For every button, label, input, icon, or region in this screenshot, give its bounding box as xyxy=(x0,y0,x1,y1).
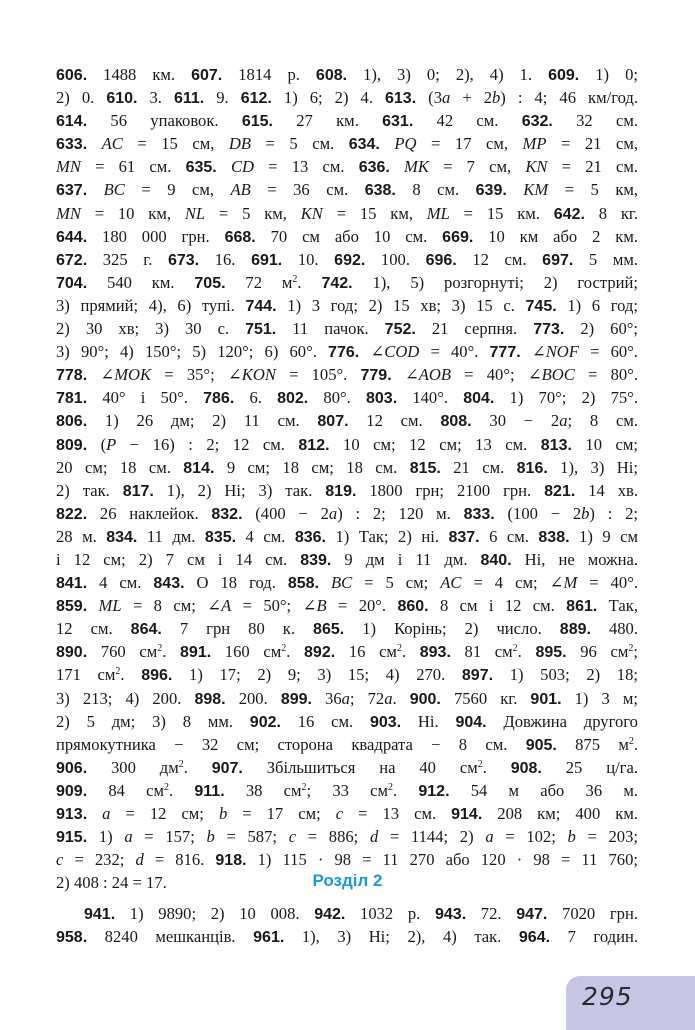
answer-line: 2) так. 817. 1), 2) Ні; 3) так. 819. 1800 грн; 2100 грн. 821. 14 хв. xyxy=(56,480,639,500)
answer-line: 822. 26 наклейок. 832. (400 − 2a) : 2; 120 м. 833. (100 − 2b) : 2; xyxy=(56,503,638,523)
answer-line: c = 232; d = 816. 918. 1) 115 · 98 = 11 270 або 120 · 98 = 11 760; xyxy=(56,850,638,870)
answer-line: 20 см; 18 см. 814. 9 см; 18 см; 18 см. 815. 21 см. 816. 1), 3) Ні; xyxy=(56,457,638,477)
answer-line: 171 $см^2$. 896. 1) 17; 2) 9; 3) 15; 4) 270. 897. 1) 503; 2) 18; xyxy=(56,665,639,685)
answer-line: 909. 84 $см^2$. 911. 38 $см^2$; 33 $см^2$. 912. 54 м або 36 м. xyxy=(56,780,638,800)
answer-line: 859. ML = 8 см; ∠A = 50°; ∠B = 20°. 860. 8 см і 12 см. 861. Так, xyxy=(56,596,638,616)
answer-line: 778. ∠MOK = 35°; ∠KON = 105°. 779. ∠AOB = 40°; ∠BOC = 80°. xyxy=(56,365,638,385)
answer-line: 806. 1) 26 дм; 2) 11 см. 807. 12 см. 808. 30 − 2a; 8 см. xyxy=(56,411,638,431)
answer-line: 614. 56 упаковок. 615. 27 км. 631. 42 см. 632. 32 см. xyxy=(56,111,638,131)
answer-line: 809. (P − 16) : 2; 12 см. 812. 10 см; 12 см; 13 см. 813. 10 см; xyxy=(56,434,638,454)
answer-line: 841. 4 см. 843. О 18 год. 858. BC = 5 см; AC = 4 см; ∠M = 40°. xyxy=(56,573,638,593)
answer-line: 3) 213; 4) 200. 898. 200. 899. 36a; 72a. 900. 7560 кг. 901. 1) 3 м; xyxy=(56,688,639,708)
answer-line: 12 см. 864. 7 грн 80 к. 865. 1) Корінь; 2) число. 889. 480. xyxy=(56,619,639,639)
answer-line: 633. AC = 15 см, DB = 5 см. 634. PQ = 17 см, MP = 21 см, xyxy=(56,134,638,154)
answer-line: 906. 300 $дм^2$. 907. Збільшиться на 40 $см^2$. 908. 25 ц/га. xyxy=(56,757,639,777)
answer-line: 3) 90°; 4) 150°; 5) 120°; 6) 60°. 776. ∠COD = 40°. 777. ∠NOF = 60°. xyxy=(56,342,638,362)
page-number: 295 xyxy=(582,982,633,1011)
answer-line: 781. 40° і 50°. 786. 6. 802. 80°. 803. 140°. 804. 1) 70°; 2) 75°. xyxy=(56,388,638,408)
answer-line: 2) 5 дм; 3) 8 мм. 902. 16 см. 903. Ні. 904. Довжина другого xyxy=(56,711,638,731)
section-2-answers xyxy=(56,903,638,949)
answer-line: 2) 30 хв; 3) 30 с. 751. 11 пачок. 752. 21 серпня. 773. 2) 60°; xyxy=(56,319,638,339)
answer-line: 915. 1) a = 157; b = 587; c = 886; d = 1144; 2) a = 102; b = 203; xyxy=(56,827,639,847)
answer-line: 890. 760 $см^2$. 891. 160 $см^2$. 892. 16 $см^2$. 893. 81 $см^2$. 895. 96 $см^2$; xyxy=(56,642,638,662)
answer-line: 672. 325 г. 673. 16. 691. 10. 692. 100. 696. 12 см. 697. 5 мм. xyxy=(56,249,638,269)
answer-line: 958. 8240 мешканців. 961. 1), 3) Ні; 2), 4) так. 964. 7 годин. xyxy=(56,927,638,947)
answer-line: MN = 10 км, NL = 5 км, KN = 15 км, ML = 15 км. 642. 8 кг. xyxy=(56,203,638,223)
answer-line: 913. a = 12 см; b = 17 см; c = 13 см. 914. 208 км; 400 км. xyxy=(56,804,638,823)
answer-line: 3) прямий; 4), 6) тупі. 744. 1) 3 год; 2) 15 хв; 3) 15 с. 745. 1) 6 год; xyxy=(56,295,638,315)
answer-line: 2) 0. 610. 3. 611. 9. 612. 1) 6; 2) 4. 613. (3a + 2b) : 4; 46 км/год. xyxy=(56,88,638,108)
answer-line: 644. 180 000 грн. 668. 70 см або 10 см. 669. 10 км або 2 км. xyxy=(56,226,638,246)
answer-line: і 12 см; 2) 7 см і 14 см. 839. 9 дм і 11 дм. 840. Ні, не можна. xyxy=(56,549,638,569)
answer-line: 28 м. 834. 11 дм. 835. 4 см. 836. 1) Так; 2) ні. 837. 6 см. 838. 1) 9 см xyxy=(56,526,638,546)
answers-block xyxy=(56,64,638,894)
answer-line: 637. BC = 9 см, AB = 36 см. 638. 8 см. 639. KM = 5 км, xyxy=(56,180,639,200)
answer-line: 2) 408 : 24 = 17. xyxy=(56,873,167,893)
answer-line: 606. 1488 км. 607. 1814 р. 608. 1), 3) 0; 2), 4) 1. 609. 1) 0; xyxy=(56,65,639,84)
answer-line: 941. 1) 9890; 2) 10 008. 942. 1032 р. 943. 72. 947. 7020 грн. xyxy=(84,904,639,923)
answer-line: 704. 540 км. 705. 72 $м^2$. 742. 1), 5) розгорнуті; 2) гострий; xyxy=(56,272,638,292)
section-title: Розділ 2 xyxy=(312,871,383,890)
answer-line: MN = 61 см. 635. CD = 13 см. 636. MK = 7 см, KN = 21 см. xyxy=(56,157,639,177)
answer-line: прямокутника − 32 см; сторона квадрата − 8 см. 905. 875 $м^2$. xyxy=(56,734,638,754)
